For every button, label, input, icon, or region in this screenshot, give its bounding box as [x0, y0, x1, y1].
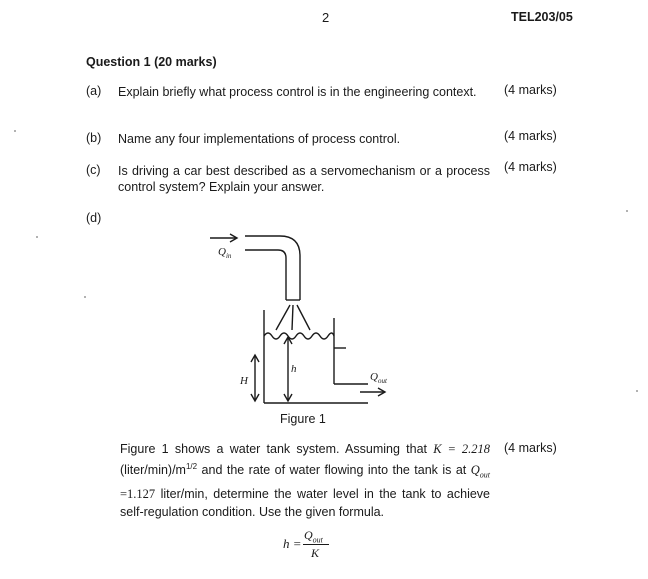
part-d-label: (d)	[86, 211, 102, 225]
scan-speck	[636, 390, 638, 392]
fraction-bar	[303, 544, 329, 545]
scan-speck	[84, 296, 86, 298]
question-title: Question 1 (20 marks)	[86, 55, 217, 69]
q-out-label: $Q_{out}$	[370, 371, 387, 385]
part-b-label: (b)	[86, 131, 102, 145]
scan-speck	[626, 210, 628, 212]
course-code: TEL203/05	[511, 10, 573, 24]
inlet-pipe-inner	[245, 250, 286, 300]
part-a-marks: (4 marks)	[504, 83, 557, 97]
formula: h = $Q_{out}$ K	[283, 528, 343, 568]
part-c-marks: (4 marks)	[504, 160, 557, 174]
q-in-label: $Q_{in}$	[218, 246, 232, 260]
water-tank-diagram	[200, 228, 400, 408]
page-number: 2	[322, 10, 330, 25]
scan-speck	[36, 236, 38, 238]
part-b-marks: (4 marks)	[504, 129, 557, 143]
figure-caption: Figure 1	[280, 412, 326, 426]
scan-speck	[14, 130, 16, 132]
inlet-pipe-outer	[245, 236, 300, 300]
h-label: h	[291, 363, 297, 375]
H-label: H	[240, 375, 248, 387]
part-b-text: Name any four implementations of process control.	[118, 132, 401, 146]
part-c-text: Is driving a car best described as a servomechanism or a process control system? Explain your answer.	[118, 164, 490, 194]
k-expression: K = 2.218	[433, 442, 490, 456]
water-surface	[264, 333, 334, 339]
part-c-label: (c)	[86, 163, 101, 177]
part-d-marks: (4 marks)	[504, 441, 557, 455]
part-d-text: Figure 1 shows a water tank system. Assuming that K = 2.218 $(liter/\min)/m^{1/2}$ and the rate of water flowing into the tank is at $Q_{out} =1.127$ liter/min, determine the water level in the tank to achieve self-regulation condition. Use the given formula.	[120, 442, 490, 519]
part-a-text: Explain briefly what process control is in the engineering context.	[118, 85, 477, 99]
part-a-label: (a)	[86, 84, 102, 98]
